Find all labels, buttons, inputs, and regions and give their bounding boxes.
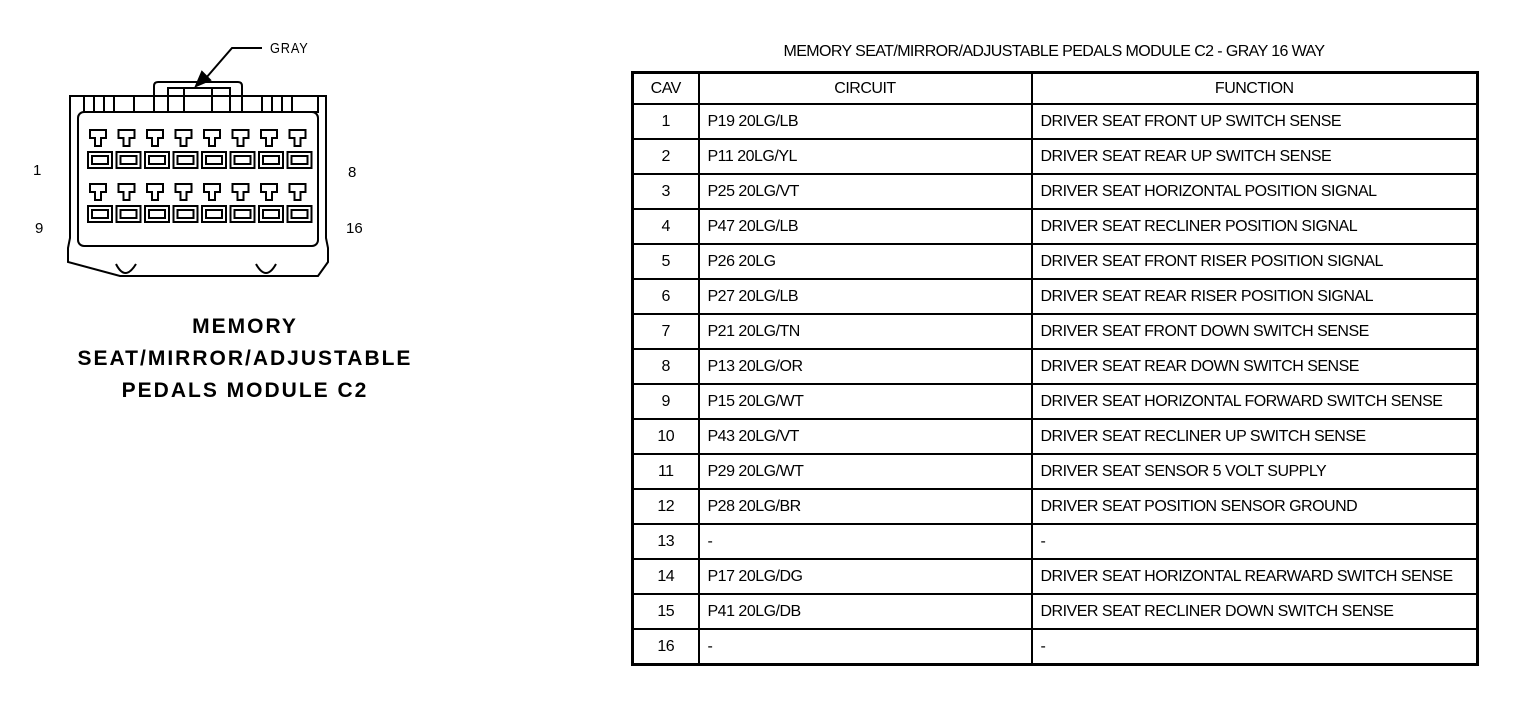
cell-cav: 7 (633, 314, 699, 349)
pin-cavity (259, 184, 283, 222)
cell-function: DRIVER SEAT FRONT RISER POSITION SIGNAL (1032, 244, 1478, 279)
cell-circuit: P41 20LG/DB (699, 594, 1032, 629)
cell-circuit: P47 20LG/LB (699, 209, 1032, 244)
table-row (633, 594, 1478, 629)
right-shoulder (262, 96, 318, 112)
connector-color-label: GRAY (270, 40, 309, 57)
gray-leader-arrow (196, 72, 210, 86)
cell-cav: 12 (633, 489, 699, 524)
cell-cav: 9 (633, 384, 699, 419)
cell-circuit: P26 20LG (699, 244, 1032, 279)
table-title: MEMORY SEAT/MIRROR/ADJUSTABLE PEDALS MODULE C2 - GRAY 16 WAY (783, 43, 1325, 60)
cell-cav: 10 (633, 419, 699, 454)
pin-cavities (88, 130, 312, 222)
pin-cavity (202, 184, 226, 222)
cell-function: DRIVER SEAT HORIZONTAL POSITION SIGNAL (1032, 174, 1478, 209)
table-row (633, 419, 1478, 454)
cell-cav: 5 (633, 244, 699, 279)
table-row (633, 349, 1478, 384)
table-row (633, 314, 1478, 349)
cell-cav: 15 (633, 594, 699, 629)
pin-cavity (202, 130, 226, 168)
connector-title-line: SEAT/MIRROR/ADJUSTABLE (77, 347, 413, 370)
connector-title-line: MEMORY (192, 315, 298, 338)
pin-cavity (288, 130, 312, 168)
table-row (633, 244, 1478, 279)
header-function: FUNCTION (1032, 73, 1478, 105)
bottom-tab-right (256, 264, 276, 273)
cell-circuit: P19 20LG/LB (699, 104, 1032, 139)
connector-title (20, 311, 470, 407)
cell-cav: 11 (633, 454, 699, 489)
pin-cavity (288, 184, 312, 222)
cell-circuit: P21 20LG/TN (699, 314, 1032, 349)
cell-circuit: P29 20LG/WT (699, 454, 1032, 489)
pin-cavity (174, 130, 198, 168)
cell-cav: 14 (633, 559, 699, 594)
cell-function: DRIVER SEAT HORIZONTAL FORWARD SWITCH SENSE (1032, 384, 1478, 419)
cell-cav: 13 (633, 524, 699, 559)
cell-function: DRIVER SEAT POSITION SENSOR GROUND (1032, 489, 1478, 524)
cell-function: DRIVER SEAT FRONT DOWN SWITCH SENSE (1032, 314, 1478, 349)
pinout-body (633, 104, 1478, 665)
pin-cavity (145, 130, 169, 168)
table-row (633, 454, 1478, 489)
pin-cavity (174, 184, 198, 222)
table-row (633, 139, 1478, 174)
table-row (633, 279, 1478, 314)
table-header-row (633, 73, 1478, 105)
pin-cavity (231, 130, 255, 168)
pin-cavity (88, 130, 112, 168)
cell-function: DRIVER SEAT REAR DOWN SWITCH SENSE (1032, 349, 1478, 384)
header-circuit: CIRCUIT (699, 73, 1032, 105)
cell-cav: 6 (633, 279, 699, 314)
cell-function: DRIVER SEAT RECLINER DOWN SWITCH SENSE (1032, 594, 1478, 629)
cell-function: DRIVER SEAT SENSOR 5 VOLT SUPPLY (1032, 454, 1478, 489)
pin-cavity (117, 184, 141, 222)
bottom-tab-left (116, 264, 136, 273)
pin-cavity (117, 130, 141, 168)
cell-function: - (1032, 524, 1478, 559)
connector-title-line: PEDALS MODULE C2 (121, 379, 369, 402)
table-row (633, 559, 1478, 594)
table-row (633, 629, 1478, 665)
cell-circuit: P25 20LG/VT (699, 174, 1032, 209)
pin-label-16: 16 (346, 220, 363, 237)
cell-circuit: P17 20LG/DG (699, 559, 1032, 594)
table-row (633, 384, 1478, 419)
connector-face (78, 112, 318, 246)
pin-label-8: 8 (348, 164, 357, 181)
cell-circuit: P28 20LG/BR (699, 489, 1032, 524)
cell-circuit: P15 20LG/WT (699, 384, 1032, 419)
table-row (633, 489, 1478, 524)
table-row (633, 524, 1478, 559)
cell-function: DRIVER SEAT RECLINER UP SWITCH SENSE (1032, 419, 1478, 454)
cell-function: DRIVER SEAT HORIZONTAL REARWARD SWITCH SENSE (1032, 559, 1478, 594)
cell-circuit: - (699, 629, 1032, 665)
header-cav: CAV (633, 73, 699, 105)
cell-function: DRIVER SEAT REAR RISER POSITION SIGNAL (1032, 279, 1478, 314)
cell-cav: 4 (633, 209, 699, 244)
table-row (633, 174, 1478, 209)
cell-circuit: P43 20LG/VT (699, 419, 1032, 454)
cell-cav: 16 (633, 629, 699, 665)
pin-label-1: 1 (33, 162, 42, 179)
cell-function: DRIVER SEAT RECLINER POSITION SIGNAL (1032, 209, 1478, 244)
pin-cavity (259, 130, 283, 168)
cell-cav: 3 (633, 174, 699, 209)
pin-cavity (88, 184, 112, 222)
cell-function: DRIVER SEAT REAR UP SWITCH SENSE (1032, 139, 1478, 174)
cell-circuit: P27 20LG/LB (699, 279, 1032, 314)
cell-cav: 8 (633, 349, 699, 384)
table-row (633, 209, 1478, 244)
gray-leader-line (206, 48, 262, 78)
pin-label-9: 9 (35, 220, 44, 237)
pinout-table (631, 71, 1479, 666)
cell-circuit: P11 20LG/YL (699, 139, 1032, 174)
cell-cav: 1 (633, 104, 699, 139)
left-shoulder (84, 96, 134, 112)
cell-circuit: P13 20LG/OR (699, 349, 1032, 384)
cell-cav: 2 (633, 139, 699, 174)
cell-function: - (1032, 629, 1478, 665)
pin-cavity (231, 184, 255, 222)
table-row (633, 104, 1478, 139)
pin-cavity (145, 184, 169, 222)
cell-circuit: - (699, 524, 1032, 559)
cell-function: DRIVER SEAT FRONT UP SWITCH SENSE (1032, 104, 1478, 139)
